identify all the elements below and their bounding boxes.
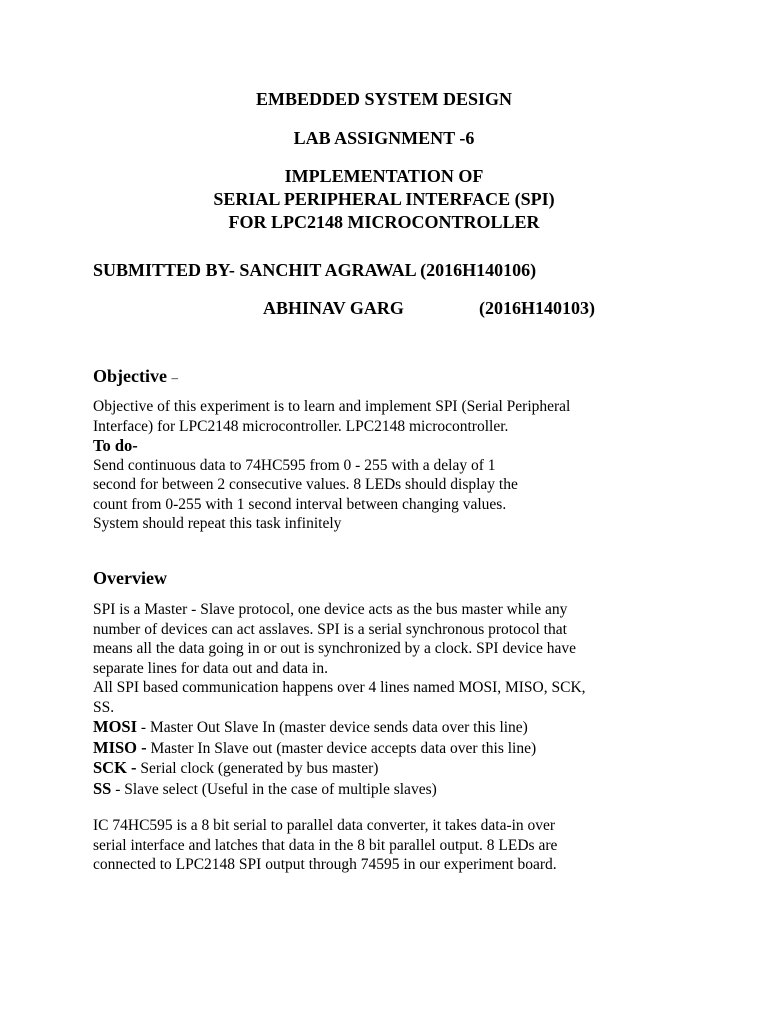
todo-line: second for between 2 consecutive values. 8 LEDs should display the <box>93 476 518 493</box>
overview-line: means all the data going in or out is synchronized by a clock. SPI device have <box>93 640 576 657</box>
term-definition-ss <box>93 779 653 800</box>
subject-line-2: SERIAL PERIPHERAL INTERFACE (SPI) <box>213 189 555 209</box>
term-miso: MISO - <box>93 737 147 757</box>
todo-line: Send continuous data to 74HC595 from 0 - 255 with a delay of 1 <box>93 456 496 474</box>
submitted-by-line <box>93 259 536 281</box>
objective-paragraph <box>93 397 653 534</box>
overview-heading: Overview <box>93 568 167 588</box>
term-sep: - <box>137 719 150 736</box>
overview-line: SS. <box>93 698 115 716</box>
term-definition-miso <box>93 738 653 759</box>
term-definition-sck <box>93 758 653 779</box>
term-desc: Slave select (Useful in the case of multiple slaves) <box>124 780 437 798</box>
objective-heading <box>93 365 178 389</box>
objective-line: Objective of this experiment is to learn and implement SPI (Serial Peripheral <box>93 398 571 415</box>
term-desc: Master Out Slave In (master device sends data over this line) <box>149 719 528 736</box>
course-title: EMBEDDED SYSTEM DESIGN <box>255 89 513 109</box>
term-ss: SS <box>93 778 112 798</box>
term-sck: SCK - <box>93 758 137 777</box>
todo-line: count from 0-255 with 1 second interval between changing values. <box>93 495 507 513</box>
term-desc: Serial clock (generated by bus master) <box>140 760 379 777</box>
term-sep: - <box>111 780 125 798</box>
ic-line: IC 74HC595 is a 8 bit serial to parallel data converter, it takes data-in over <box>93 817 556 834</box>
objective-heading-dash: – <box>171 370 178 385</box>
term-mosi: MOSI <box>93 717 138 736</box>
objective-heading-text: Objective <box>93 366 167 386</box>
overview-line: SPI is a Master - Slave protocol, one device acts as the bus master while any <box>93 601 568 618</box>
student2-name: ABHINAV GARG <box>263 298 404 318</box>
overview-paragraph <box>93 600 653 799</box>
student1-name: SANCHIT AGRAWAL <box>239 260 416 280</box>
student2-id: (2016H140103) <box>479 298 595 318</box>
subject-line-1: IMPLEMENTATION OF <box>284 166 484 186</box>
submitted-by-label: SUBMITTED BY- <box>93 260 235 280</box>
todo-line: System should repeat this task infinitely <box>93 515 342 532</box>
ic-line: serial interface and latches that data in the 8 bit parallel output. 8 LEDs are <box>93 836 558 854</box>
objective-line: Interface) for LPC2148 microcontroller. LPC2148 microcontroller. <box>93 417 509 435</box>
assignment-title: LAB ASSIGNMENT -6 <box>293 128 475 148</box>
student1-id: (2016H140106) <box>420 260 537 280</box>
todo-label: To do- <box>93 436 138 455</box>
term-desc: Master In Slave out (master device accepts data over this line) <box>150 739 537 757</box>
overview-line: All SPI based communication happens over 4 lines named MOSI, MISO, SCK, <box>93 679 586 696</box>
overview-line: number of devices can act asslaves. SPI is a serial synchronous protocol that <box>93 620 567 638</box>
ic-paragraph <box>93 816 653 875</box>
subject-line-3: FOR LPC2148 MICROCONTROLLER <box>228 212 540 232</box>
term-definition-mosi <box>93 717 653 738</box>
ic-line: connected to LPC2148 SPI output through 74595 in our experiment board. <box>93 856 557 873</box>
overview-line: separate lines for data out and data in. <box>93 659 328 677</box>
